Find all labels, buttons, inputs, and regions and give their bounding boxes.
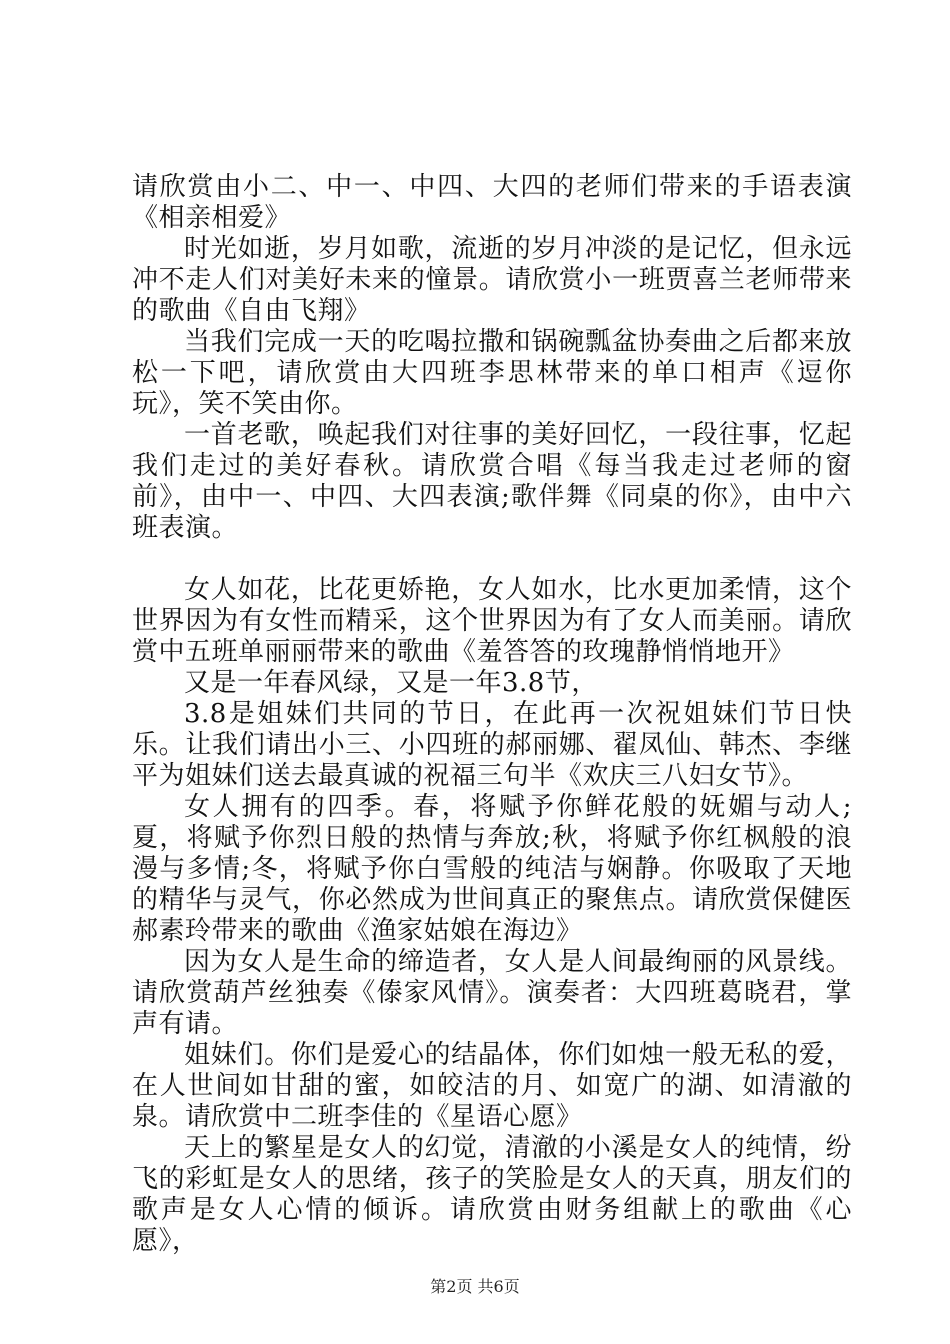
paragraph: 又是一年春风绿，又是一年3.8节， [184, 668, 598, 698]
document-body [132, 172, 852, 1257]
paragraph: 请欣赏由小二、中一、中四、大四的老师们带来的手语表演《相亲相爱》 [132, 172, 852, 233]
paragraph-spacer [132, 544, 852, 575]
paragraph: 3.8是姐妹们共同的节日，在此再一次祝姐妹们节日快乐。让我们请出小三、小四班的郝丽娜、翟凤仙、韩杰、李继平为姐妹们送去最真诚的祝福三句半《欢庆三八妇女节》。 [132, 699, 852, 791]
paragraph: 一首老歌，唤起我们对往事的美好回忆，一段往事，忆起我们走过的美好春秋。请欣赏合唱《每当我走过老师的窗前》，由中一、中四、大四表演;歌伴舞《同桌的你》，由中六班表演。 [132, 420, 852, 543]
page-number-footer: 第2页 共6页 [430, 1277, 520, 1296]
paragraph: 因为女人是生命的缔造者，女人是人间最绚丽的风景线。请欣赏葫芦丝独奏《傣家风情》。演奏者：大四班葛晓君，掌声有请。 [132, 947, 852, 1039]
paragraph: 姐妹们。你们是爱心的结晶体，你们如烛一般无私的爱，在人世间如甘甜的蜜，如皎洁的月、如宽广的湖、如清澈的泉。请欣赏中二班李佳的《星语心愿》 [132, 1040, 852, 1132]
paragraph: 当我们完成一天的吃喝拉撒和锅碗瓢盆协奏曲之后都来放松一下吧，请欣赏由大四班李思林带来的单口相声《逗你玩》，笑不笑由你。 [132, 327, 852, 419]
paragraph: 天上的繁星是女人的幻觉，清澈的小溪是女人的纯情，纷飞的彩虹是女人的思绪，孩子的笑脸是女人的天真，朋友们的歌声是女人心情的倾诉。请欣赏由财务组献上的歌曲《心愿》， [132, 1133, 852, 1256]
paragraph: 女人拥有的四季。春，将赋予你鲜花般的妩媚与动人;夏，将赋予你烈日般的热情与奔放;秋，将赋予你红枫般的浪漫与多情;冬，将赋予你白雪般的纯洁与娴静。你吸取了天地的精华与灵气，你必然成为世间真正的聚焦点。请欣赏保健医郝素玲带来的歌曲《渔家姑娘在海边》 [132, 792, 852, 946]
paragraph: 时光如逝，岁月如歌，流逝的岁月冲淡的是记忆，但永远冲不走人们对美好未来的憧景。请欣赏小一班贾喜兰老师带来的歌曲《自由飞翔》 [132, 234, 852, 326]
paragraph: 女人如花，比花更娇艳，女人如水，比水更加柔情，这个世界因为有女性而精采，这个世界因为有了女人而美丽。请欣赏中五班单丽丽带来的歌曲《羞答答的玫瑰静悄悄地开》 [132, 575, 852, 667]
